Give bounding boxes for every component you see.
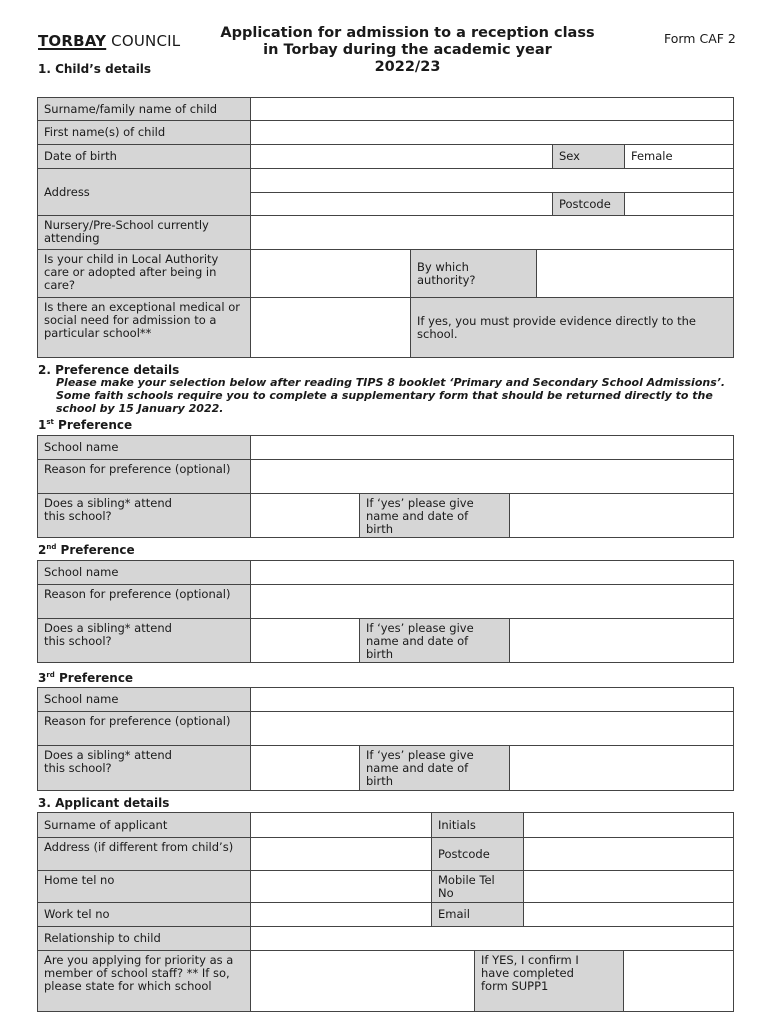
care-field[interactable] [250, 249, 411, 298]
supp1-confirm-label: If YES, I confirm I have completed form SUPP1 [474, 950, 624, 1012]
work-tel-label: Work tel no [37, 902, 251, 927]
exceptional-need-field[interactable] [250, 297, 411, 358]
section-2-heading: 2. Preference details [38, 363, 180, 377]
applicant-surname-field[interactable] [250, 812, 432, 838]
address-label: Address [37, 168, 251, 216]
initials-label: Initials [431, 812, 524, 838]
title-line-2: in Torbay during the academic year [263, 42, 552, 58]
pref-3-school-label: School name [37, 687, 251, 712]
email-label: Email [431, 902, 524, 927]
pref-3-sibling-details-field[interactable] [509, 745, 734, 791]
pref-1-sibling-field[interactable] [250, 493, 360, 538]
mobile-tel-field[interactable] [523, 870, 734, 903]
pref-2-sibling-field[interactable] [250, 618, 360, 663]
preference-1-heading: 1st Preference [38, 418, 133, 432]
exceptional-need-label: Is there an exceptional medical or social need for admission to a particular school** [37, 297, 251, 358]
dob-label: Date of birth [37, 144, 251, 169]
authority-field[interactable] [536, 249, 734, 298]
pref-3-sibling-label: Does a sibling* attend this school? [37, 745, 251, 791]
child-surname-field[interactable] [250, 97, 734, 121]
pref-3-sibling-field[interactable] [250, 745, 360, 791]
pref-1-reason-field[interactable] [250, 459, 734, 494]
pref-2-school-label: School name [37, 560, 251, 585]
pref-3-reason-field[interactable] [250, 711, 734, 746]
postcode-label: Postcode [552, 192, 625, 216]
pref-1-reason-label: Reason for preference (optional) [37, 459, 251, 494]
title-line-3: 2022/23 [374, 59, 441, 75]
address-line-2-field[interactable] [250, 192, 553, 216]
preference-3-heading: 3rd Preference [38, 671, 134, 685]
nursery-field[interactable] [250, 215, 734, 250]
child-surname-label: Surname/family name of child [37, 97, 251, 121]
mobile-tel-label: Mobile Tel No [431, 870, 524, 903]
address-line-1-field[interactable] [250, 168, 734, 193]
staff-priority-label: Are you applying for priority as a member of school staff? ** If so, please state for which school [37, 950, 251, 1012]
work-tel-field[interactable] [250, 902, 432, 927]
title-line-1: Application for admission to a reception class [220, 25, 595, 41]
council-logo: TORBAY COUNCIL [38, 32, 181, 50]
applicant-postcode-label: Postcode [431, 837, 524, 871]
pref-2-reason-label: Reason for preference (optional) [37, 584, 251, 619]
home-tel-label: Home tel no [37, 870, 251, 903]
initials-field[interactable] [523, 812, 734, 838]
pref-2-sibling-details-label: If ‘yes’ please give name and date of birth [359, 618, 510, 663]
relationship-field[interactable] [250, 926, 734, 951]
child-first-name-label: First name(s) of child [37, 120, 251, 145]
applicant-address-field[interactable] [250, 837, 432, 871]
form-title [205, 25, 610, 76]
sex-label: Sex [552, 144, 625, 169]
pref-1-sibling-details-label: If ‘yes’ please give name and date of birth [359, 493, 510, 538]
pref-1-school-label: School name [37, 435, 251, 460]
sex-field[interactable]: Female [624, 144, 734, 169]
section-3-heading: 3. Applicant details [38, 796, 170, 810]
pref-1-sibling-label: Does a sibling* attend this school? [37, 493, 251, 538]
pref-2-sibling-label: Does a sibling* attend this school? [37, 618, 251, 663]
pref-3-school-field[interactable] [250, 687, 734, 712]
pref-2-sibling-details-field[interactable] [509, 618, 734, 663]
staff-priority-field[interactable] [250, 950, 475, 1012]
pref-2-school-field[interactable] [250, 560, 734, 585]
preference-instructions: Please make your selection below after reading TIPS 8 booklet ‘Primary and Secondary School Admissions’. Some faith schools require you to complete a supplementary form that should be returned directly to the school by 15 January 2022. [56, 376, 726, 415]
pref-1-school-field[interactable] [250, 435, 734, 460]
postcode-field[interactable] [624, 192, 734, 216]
supp1-confirm-field[interactable] [623, 950, 734, 1012]
care-label: Is your child in Local Authority care or adopted after being in care? [37, 249, 251, 298]
form-number: Form CAF 2 [664, 31, 736, 46]
authority-label: By which authority? [410, 249, 537, 298]
exceptional-need-note: If yes, you must provide evidence directly to the school. [410, 297, 734, 358]
email-field[interactable] [523, 902, 734, 927]
preference-2-heading: 2nd Preference [38, 543, 135, 557]
applicant-surname-label: Surname of applicant [37, 812, 251, 838]
dob-field[interactable] [250, 144, 553, 169]
nursery-label: Nursery/Pre-School currently attending [37, 215, 251, 250]
home-tel-field[interactable] [250, 870, 432, 903]
pref-3-reason-label: Reason for preference (optional) [37, 711, 251, 746]
child-first-name-field[interactable] [250, 120, 734, 145]
pref-1-sibling-details-field[interactable] [509, 493, 734, 538]
applicant-address-label: Address (if different from child’s) [37, 837, 251, 871]
relationship-label: Relationship to child [37, 926, 251, 951]
section-1-heading: 1. Child’s details [38, 62, 152, 76]
pref-2-reason-field[interactable] [250, 584, 734, 619]
pref-3-sibling-details-label: If ‘yes’ please give name and date of birth [359, 745, 510, 791]
applicant-postcode-field[interactable] [523, 837, 734, 871]
